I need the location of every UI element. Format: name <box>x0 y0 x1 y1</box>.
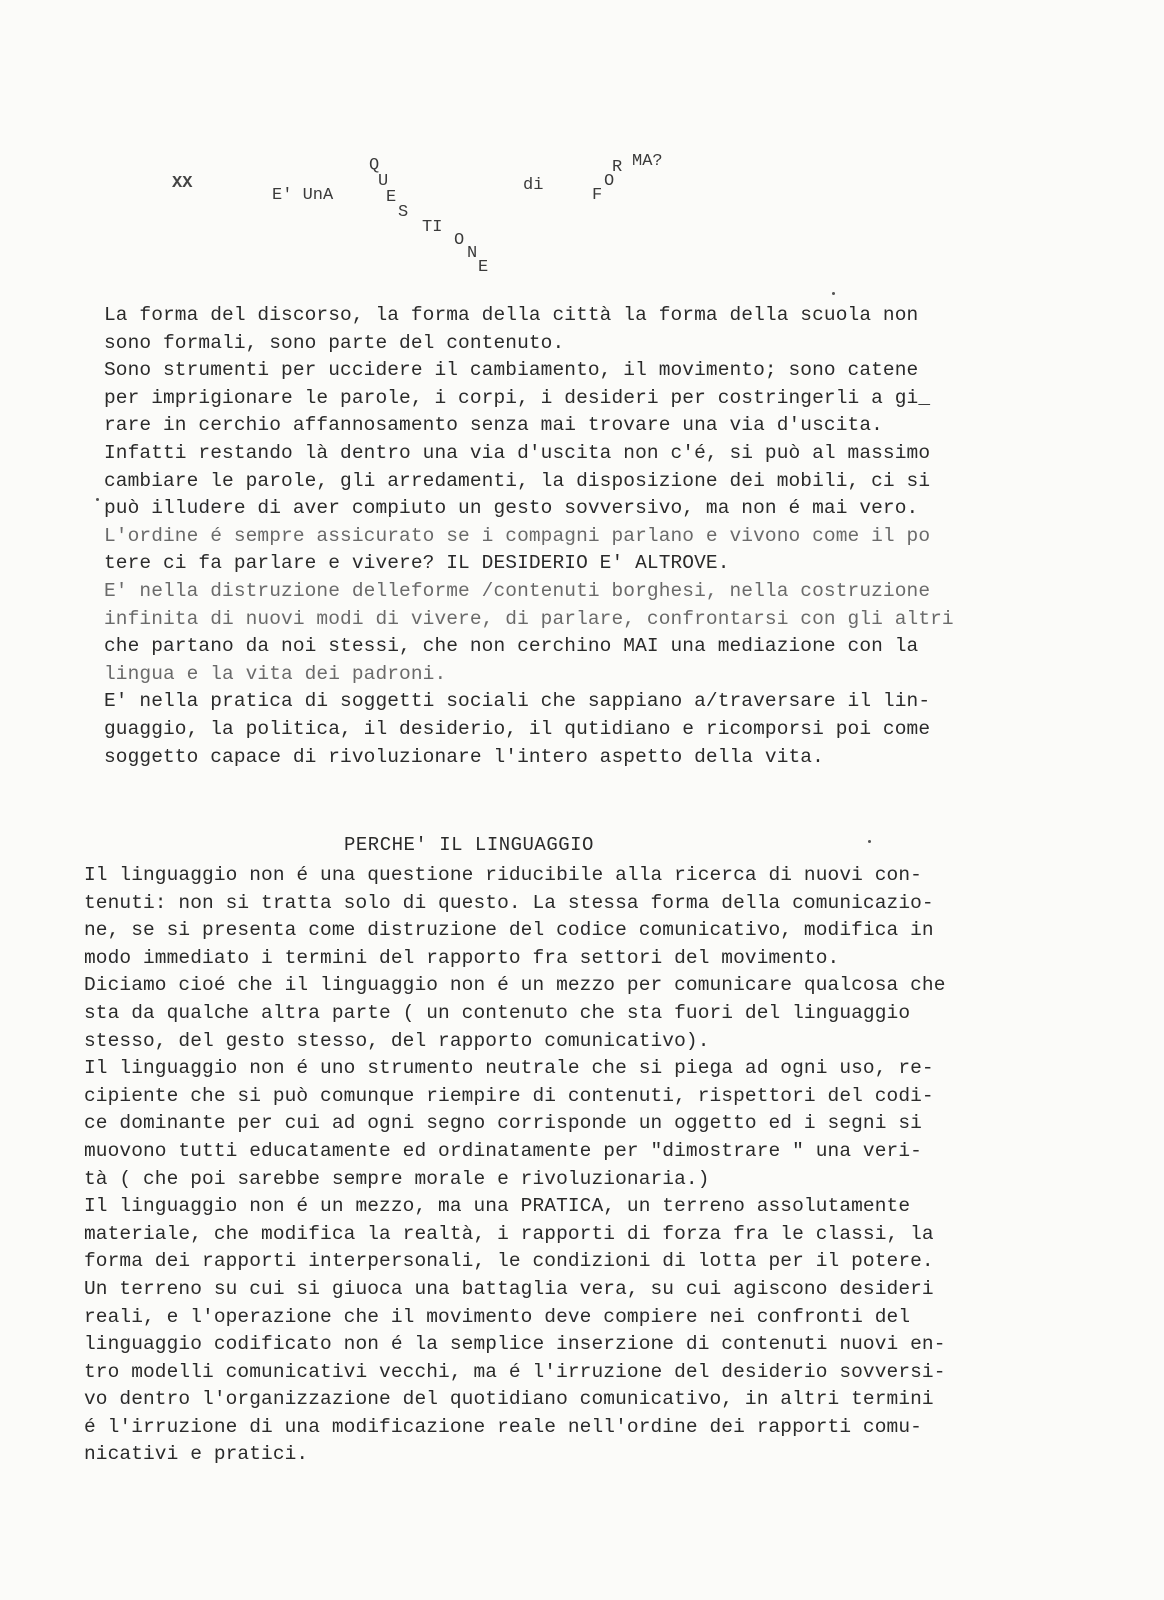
text-line: cambiare le parole, gli arredamenti, la disposizione dei mobili, ci si <box>104 469 931 492</box>
ink-speck <box>868 840 871 843</box>
text-line: muovono tutti educatamente ed ordinatamente per "dimostrare " una veri- <box>84 1139 922 1162</box>
text-line: cipiente che si può comunque riempire di contenuti, rispettori del codi- <box>84 1084 934 1107</box>
title-fragment: TI <box>422 218 443 237</box>
ink-speck <box>832 292 835 295</box>
title-fragment: Q <box>369 156 380 175</box>
text-line: tere ci fa parlare e vivere? IL DESIDERIO E' ALTROVE. <box>104 552 730 575</box>
text-line: stesso, del gesto stesso, del rapporto comunicativo). <box>84 1029 710 1052</box>
text-line: ne, se si presenta come distruzione del codice comunicativo, modifica in <box>84 919 934 942</box>
text-line: La forma del discorso, la forma della città la forma della scuola non <box>104 304 919 326</box>
title-fragment: R <box>612 158 623 177</box>
text-line: infinita di nuovi modi di vivere, di parlare, confrontarsi con gli altri <box>104 607 954 630</box>
text-line: può illudere di aver compiuto un gesto sovversivo, ma non é mai vero. <box>104 497 919 520</box>
text-line: Il linguaggio non é una questione riducibile alla ricerca di nuovi con- <box>84 864 922 886</box>
title-fragment: E <box>478 258 489 277</box>
text-line: modo immediato i termini del rapporto fra settori del movimento. <box>84 946 840 969</box>
text-line: per imprigionare le parole, i corpi, i desideri per costringerli a gi_ <box>104 386 931 409</box>
text-line: guaggio, la politica, il desiderio, il qutidiano e ricomporsi poi come <box>104 717 931 740</box>
text-line: nicativi e pratici. <box>84 1443 309 1466</box>
title-fragment: MA? <box>632 152 663 171</box>
text-line: E' nella distruzione delleforme /contenuti borghesi, nella costruzione <box>104 579 931 602</box>
title-fragment: O <box>454 231 465 250</box>
first-section <box>104 302 1094 771</box>
title-fragment: F <box>592 186 603 205</box>
text-line: tenuti: non si tratta solo di questo. La stessa forma della comunicazio- <box>84 891 934 914</box>
title-fragment: S <box>398 203 409 222</box>
title-fragment: O <box>604 172 615 191</box>
text-line: vo dentro l'organizzazione del quotidiano comunicativo, in altri termini <box>84 1388 934 1411</box>
text-line: forma dei rapporti interpersonali, le condizioni di lotta per il potere. <box>84 1250 934 1273</box>
text-line: Un terreno su cui si giuoca una battaglia vera, su cui agiscono desideri <box>84 1277 934 1300</box>
struck-out-mark: XX <box>172 174 193 193</box>
text-line: Diciamo cioé che il linguaggio non é un mezzo per comunicare qualcosa che <box>84 974 946 997</box>
title-fragment: E <box>386 188 397 207</box>
text-line: soggetto capace di rivoluzionare l'intero aspetto della vita. <box>104 745 824 768</box>
text-line: tà ( che poi sarebbe sempre morale e rivoluzionaria.) <box>84 1167 710 1190</box>
text-line: reali, e l'operazione che il movimento deve compiere nei confronti del <box>84 1305 911 1328</box>
text-line: che partano da noi stessi, che non cerchino MAI una mediazione con la <box>104 635 919 658</box>
text-line: é l'irruzione di una modificazione reale nell'ordine dei rapporti comu- <box>84 1415 922 1438</box>
text-line: linguaggio codificato non é la semplice inserzione di contenuti nuovi en- <box>84 1333 946 1356</box>
text-line: sta da qualche altra parte ( un contenuto che sta fuori del linguaggio <box>84 1001 911 1024</box>
text-line: Il linguaggio non é uno strumento neutrale che si piega ad ogni uso, re- <box>84 1057 934 1080</box>
text-line: lingua e la vita dei padroni. <box>104 662 447 685</box>
second-section <box>84 862 1094 1469</box>
text-line: sono formali, sono parte del contenuto. <box>104 331 565 354</box>
title-fragment: di <box>523 176 544 195</box>
title-fragment: N <box>467 244 478 263</box>
title-fragment: E' UnA <box>272 186 334 205</box>
text-line: L'ordine é sempre assicurato se i compagni parlano e vivono come il po <box>104 524 931 547</box>
text-line: materiale, che modifica la realtà, i rapporti di forza fra le classi, la <box>84 1222 934 1245</box>
text-line: Infatti restando là dentro una via d'uscita non c'é, si può al massimo <box>104 441 931 464</box>
text-line: Sono strumenti per uccidere il cambiamento, il movimento; sono catene <box>104 359 919 382</box>
text-line: Il linguaggio non é un mezzo, ma una PRATICA, un terreno assolutamente <box>84 1195 911 1218</box>
title-fragment: U <box>378 172 389 191</box>
text-line: tro modelli comunicativi vecchi, ma é l'irruzione del desiderio sovversi- <box>84 1360 946 1383</box>
text-line: E' nella pratica di soggetti sociali che sappiano a/traversare il lin- <box>104 690 931 713</box>
ink-speck <box>96 498 99 501</box>
text-line: rare in cerchio affannosamento senza mai trovare una via d'uscita. <box>104 414 883 437</box>
section-heading: PERCHE' IL LINGUAGGIO <box>344 834 594 856</box>
text-line: ce dominante per cui ad ogni segno corrisponde un oggetto ed i segni si <box>84 1112 922 1135</box>
